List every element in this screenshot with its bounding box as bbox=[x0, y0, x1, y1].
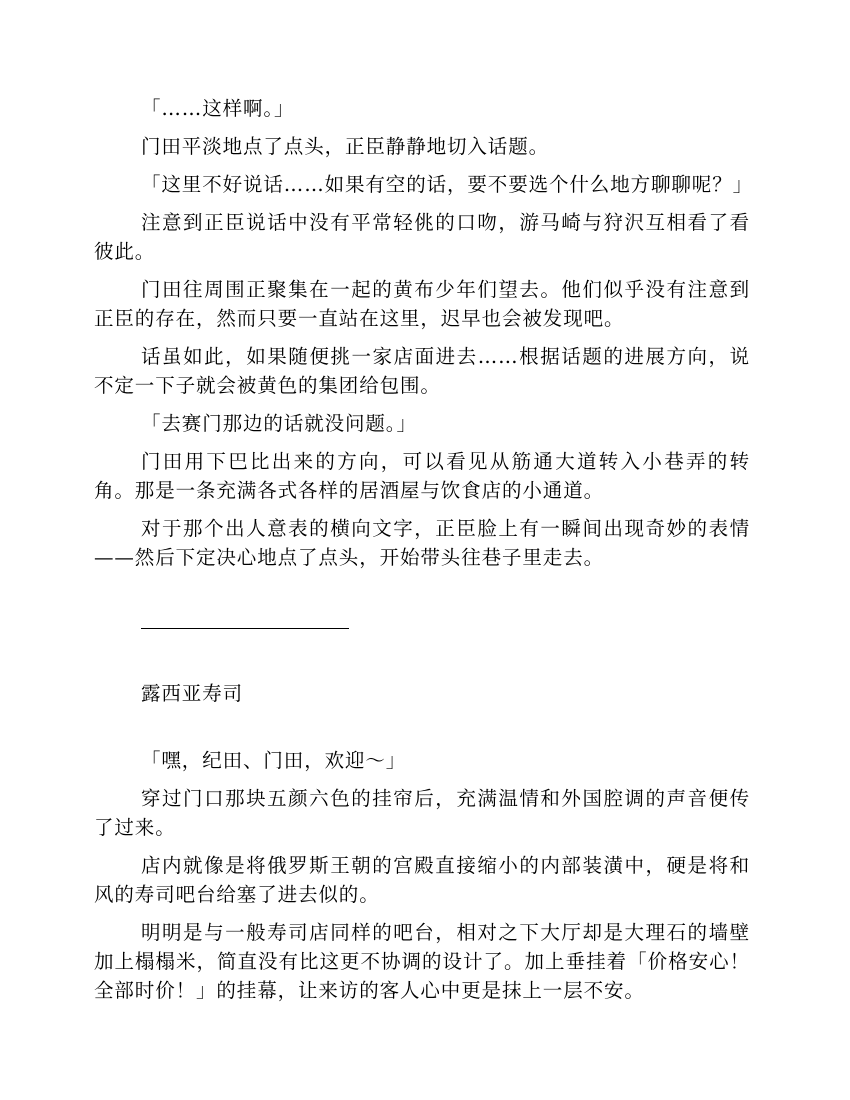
paragraph: 明明是与一般寿司店同样的吧台，相对之下大厅却是大理石的墙壁加上榻榻米，简直没有比这更不协调的设计了。加上垂挂着「价格安心！全部时价！」的挂幕，让来访的客人心中更是抹上一层不安。 bbox=[94, 921, 750, 1002]
paragraph: 「……这样啊。」 bbox=[141, 97, 295, 120]
paragraph: 门田平淡地点了点头，正臣静静地切入话题。 bbox=[141, 135, 550, 158]
paragraph: 穿过门口那块五颜六色的挂帘后，充满温情和外国腔调的声音便传了过来。 bbox=[94, 787, 750, 839]
text-body bbox=[94, 94, 754, 1014]
paragraph: 「嘿，纪田、门田，欢迎～」 bbox=[141, 749, 407, 772]
paragraph: 对于那个出人意表的横向文字，正臣脸上有一瞬间出现奇妙的表情——然后下定决心地点了点头，开始带头往巷子里走去。 bbox=[94, 517, 750, 569]
paragraph: 注意到正臣说话中没有平常轻佻的口吻，游马崎与狩沢互相看了看彼此。 bbox=[94, 211, 750, 263]
paragraph: 「这里不好说话……如果有空的话，要不要选个什么地方聊聊呢？」 bbox=[141, 173, 754, 196]
section-divider bbox=[94, 612, 750, 641]
paragraph: 话虽如此，如果随便挑一家店面进去……根据话题的进展方向，说不定一下子就会被黄色的集团给包围。 bbox=[94, 345, 750, 397]
paragraph: 店内就像是将俄罗斯王朝的宫殿直接缩小的内部装潢中，硬是将和风的寿司吧台给塞了进去似的。 bbox=[94, 854, 750, 906]
paragraph: 门田往周围正聚集在一起的黄布少年们望去。他们似乎没有注意到正臣的存在，然而只要一直站在这里，迟早也会被发现吧。 bbox=[94, 278, 750, 330]
divider-line bbox=[141, 628, 349, 629]
paragraph: 门田用下巴比出来的方向，可以看见从筋通大道转入小巷弄的转角。那是一条充满各式各样的居酒屋与饮食店的小通道。 bbox=[94, 450, 750, 502]
paragraph: 「去赛门那边的话就没问题。」 bbox=[141, 412, 417, 435]
section-title: 露西亚寿司 bbox=[141, 682, 244, 705]
